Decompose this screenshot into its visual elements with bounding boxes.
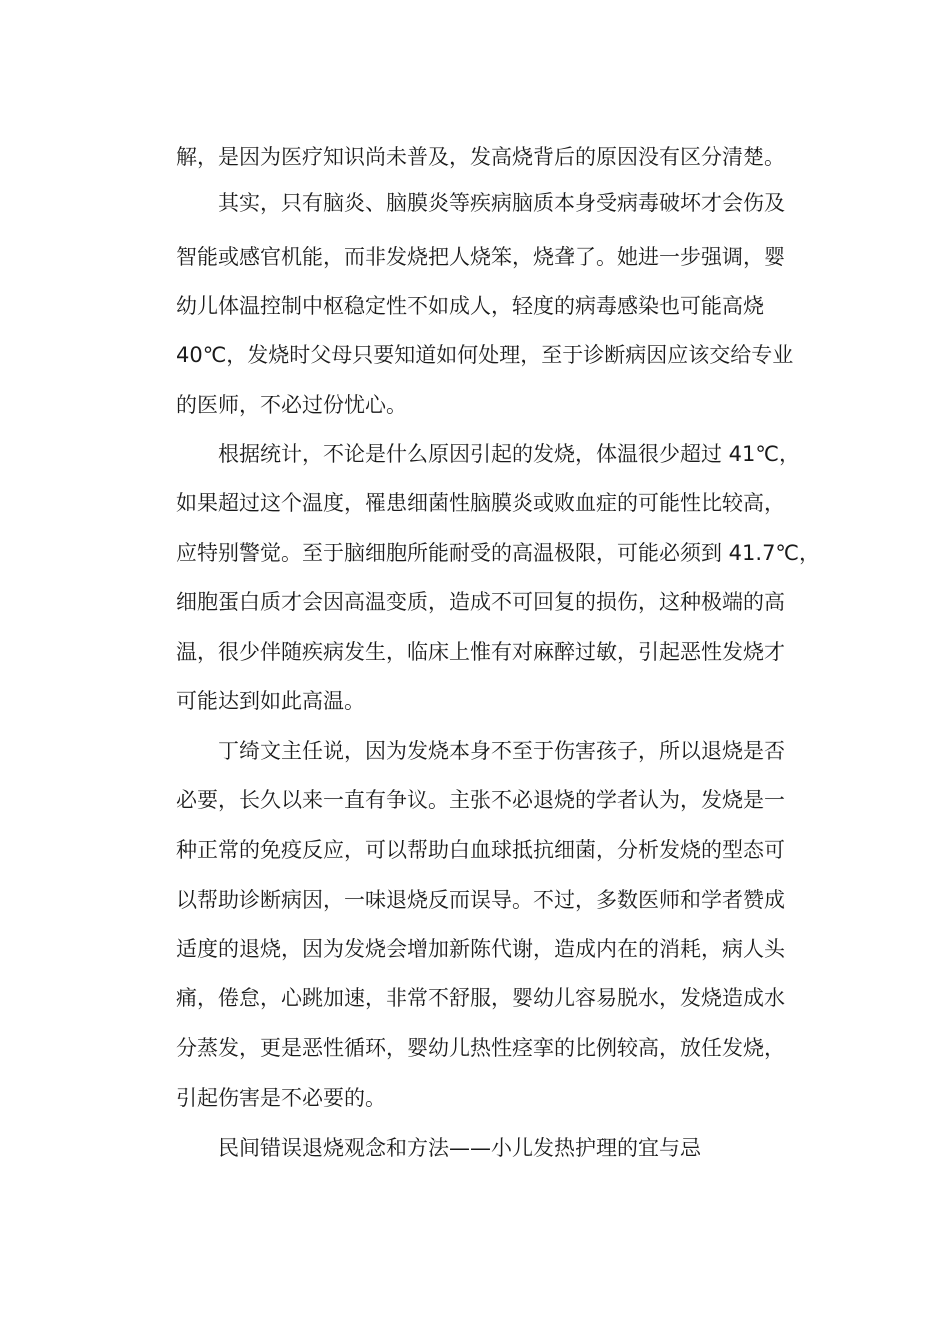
text-line: 的医师，不必过份忧心。 [176, 393, 407, 417]
text-line: 应特别警觉。至于脑细胞所能耐受的高温极限，可能必须到 41.7℃， [176, 541, 821, 565]
text-line: 温，很少伴随疾病发生，临床上惟有对麻醉过敏，引起恶性发烧才 [176, 640, 785, 664]
text-line: 种正常的免疫反应，可以帮助白血球抵抗细菌，分析发烧的型态可 [176, 838, 785, 862]
paragraph-first-line: 根据统计，不论是什么原因引起的发烧，体温很少超过 41℃， [218, 442, 800, 466]
text-line: 幼儿体温控制中枢稳定性不如成人，轻度的病毒感染也可能高烧 [176, 294, 764, 318]
paragraph-first-line: 丁绮文主任说，因为发烧本身不至于伤害孩子，所以退烧是否 [218, 739, 785, 763]
text-line: 引起伤害是不必要的。 [176, 1086, 386, 1110]
text-line: 分蒸发，更是恶性循环，婴幼儿热性痉挛的比例较高，放任发烧， [176, 1036, 785, 1060]
text-line: 40℃，发烧时父母只要知道如何处理，至于诊断病因应该交给专业 [176, 343, 794, 367]
text-line: 智能或感官机能，而非发烧把人烧笨，烧聋了。她进一步强调，婴 [176, 245, 785, 269]
text-line: 细胞蛋白质才会因高温变质，造成不可回复的损伤，这种极端的高 [176, 590, 785, 614]
text-line: 痛，倦怠，心跳加速，非常不舒服，婴幼儿容易脱水，发烧造成水 [176, 986, 785, 1010]
text-line: 以帮助诊断病因，一味退烧反而误导。不过，多数医师和学者赞成 [176, 888, 785, 912]
section-heading: 民间错误退烧观念和方法——小儿发热护理的宜与忌 [218, 1136, 701, 1160]
text-line: 如果超过这个温度，罹患细菌性脑膜炎或败血症的可能性比较高， [176, 491, 785, 515]
text-line: 适度的退烧，因为发烧会增加新陈代谢，造成内在的消耗，病人头 [176, 937, 785, 961]
paragraph-first-line: 其实，只有脑炎、脑膜炎等疾病脑质本身受病毒破坏才会伤及 [218, 191, 785, 215]
text-line: 解，是因为医疗知识尚未普及，发高烧背后的原因没有区分清楚。 [176, 145, 785, 169]
text-line: 必要，长久以来一直有争议。主张不必退烧的学者认为，发烧是一 [176, 788, 785, 812]
text-line: 可能达到如此高温。 [176, 689, 365, 713]
